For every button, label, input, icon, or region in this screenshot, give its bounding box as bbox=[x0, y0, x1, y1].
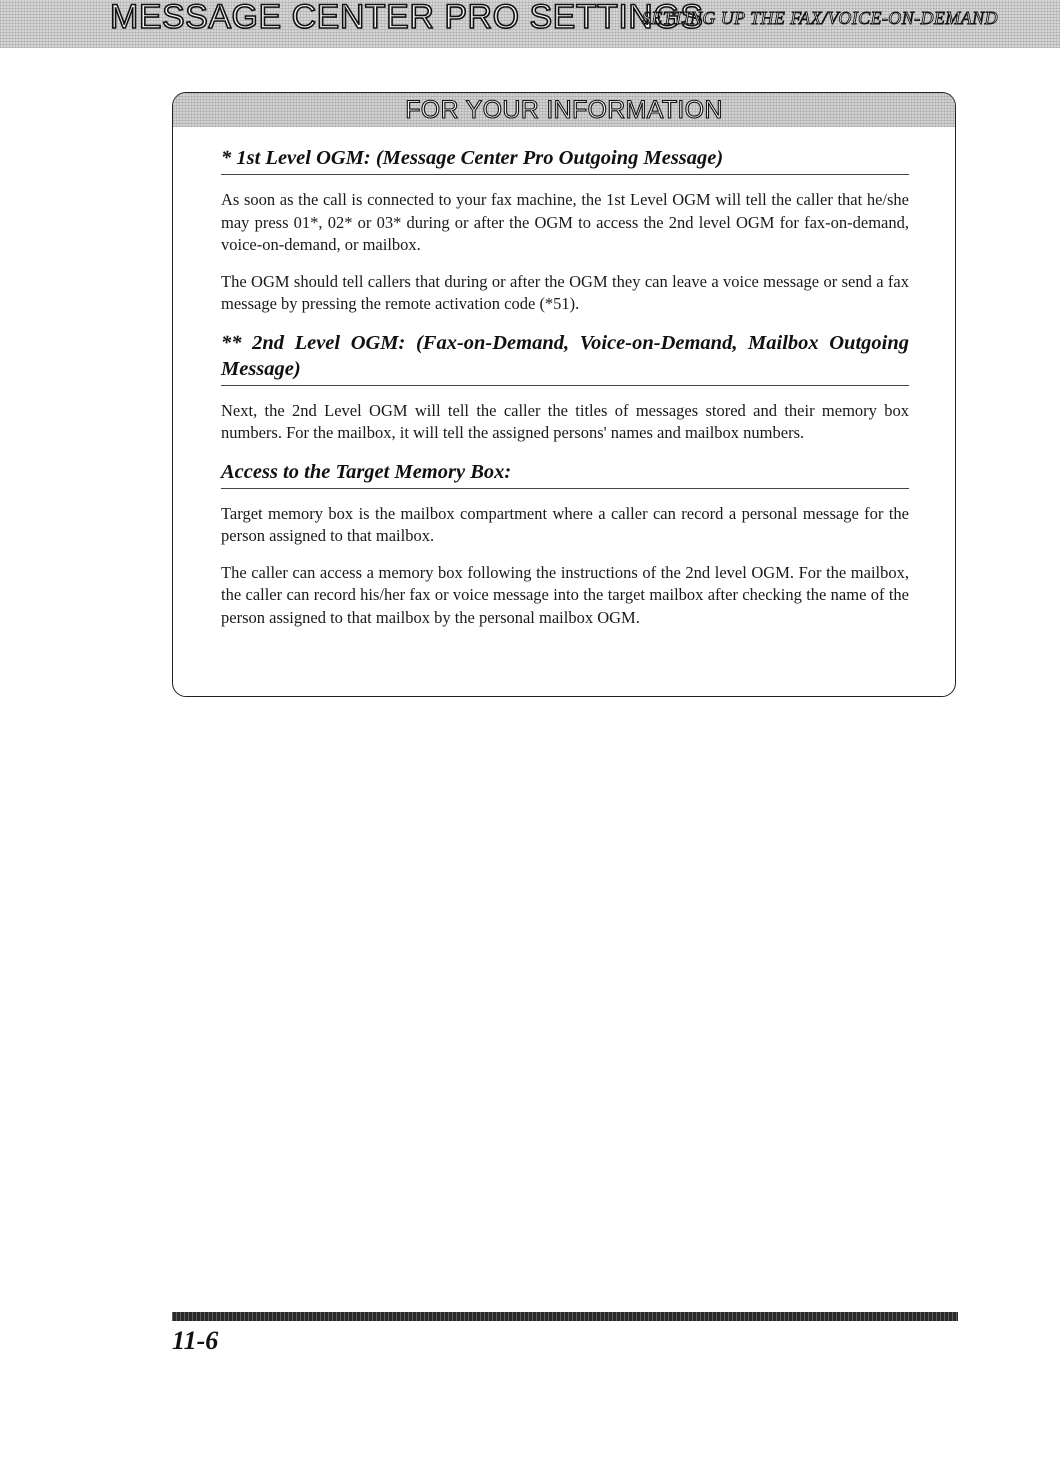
paragraph: The caller can access a memory box following the instructions of the 2nd level OGM. For the mailbox, the caller can record his/her fax or voice message into the target mailbox after checking the name of the person assigned to that mailbox by the personal mailbox OGM. bbox=[221, 562, 909, 627]
page-header-band bbox=[0, 0, 1060, 48]
paragraph: Next, the 2nd Level OGM will tell the caller the titles of messages stored and their memory box numbers. For the mailbox, it will tell the assigned persons' names and mailbox numbers. bbox=[221, 400, 909, 442]
section-heading: ** 2nd Level OGM: (Fax-on-Demand, Voice-on-Demand, Mailbox Outgoing Message) bbox=[221, 330, 909, 386]
page-subtitle: SETTING UP THE FAX/VOICE-ON-DEMAND bbox=[642, 8, 998, 28]
info-box-title: FOR YOUR INFORMATION bbox=[405, 96, 723, 124]
info-box bbox=[172, 92, 956, 697]
section-heading: Access to the Target Memory Box: bbox=[221, 459, 909, 489]
page-number: 11-6 bbox=[172, 1326, 219, 1355]
section-first-level-ogm bbox=[221, 145, 909, 316]
info-box-content bbox=[221, 145, 909, 643]
page-title: MESSAGE CENTER PRO SETTINGS bbox=[110, 0, 704, 36]
paragraph: As soon as the call is connected to your fax machine, the 1st Level OGM will tell the caller that he/she may press 01*, 02* or 03* during or after the OGM to access the 2nd level OGM for fax-on-demand, voice-on-demand, or mailbox. bbox=[221, 190, 909, 254]
section-access-target-memory-box bbox=[221, 459, 909, 630]
info-box-title-band bbox=[173, 93, 955, 127]
paragraph: The OGM should tell callers that during or after the OGM they can leave a voice message or send a fax message by pressing the remote activation code (*51). bbox=[221, 271, 909, 313]
footer-rule bbox=[172, 1312, 958, 1321]
paragraph: Target memory box is the mailbox compartment where a caller can record a personal message for the person assigned to that mailbox. bbox=[221, 503, 909, 545]
section-second-level-ogm bbox=[221, 330, 909, 445]
section-heading: * 1st Level OGM: (Message Center Pro Outgoing Message) bbox=[221, 145, 909, 175]
